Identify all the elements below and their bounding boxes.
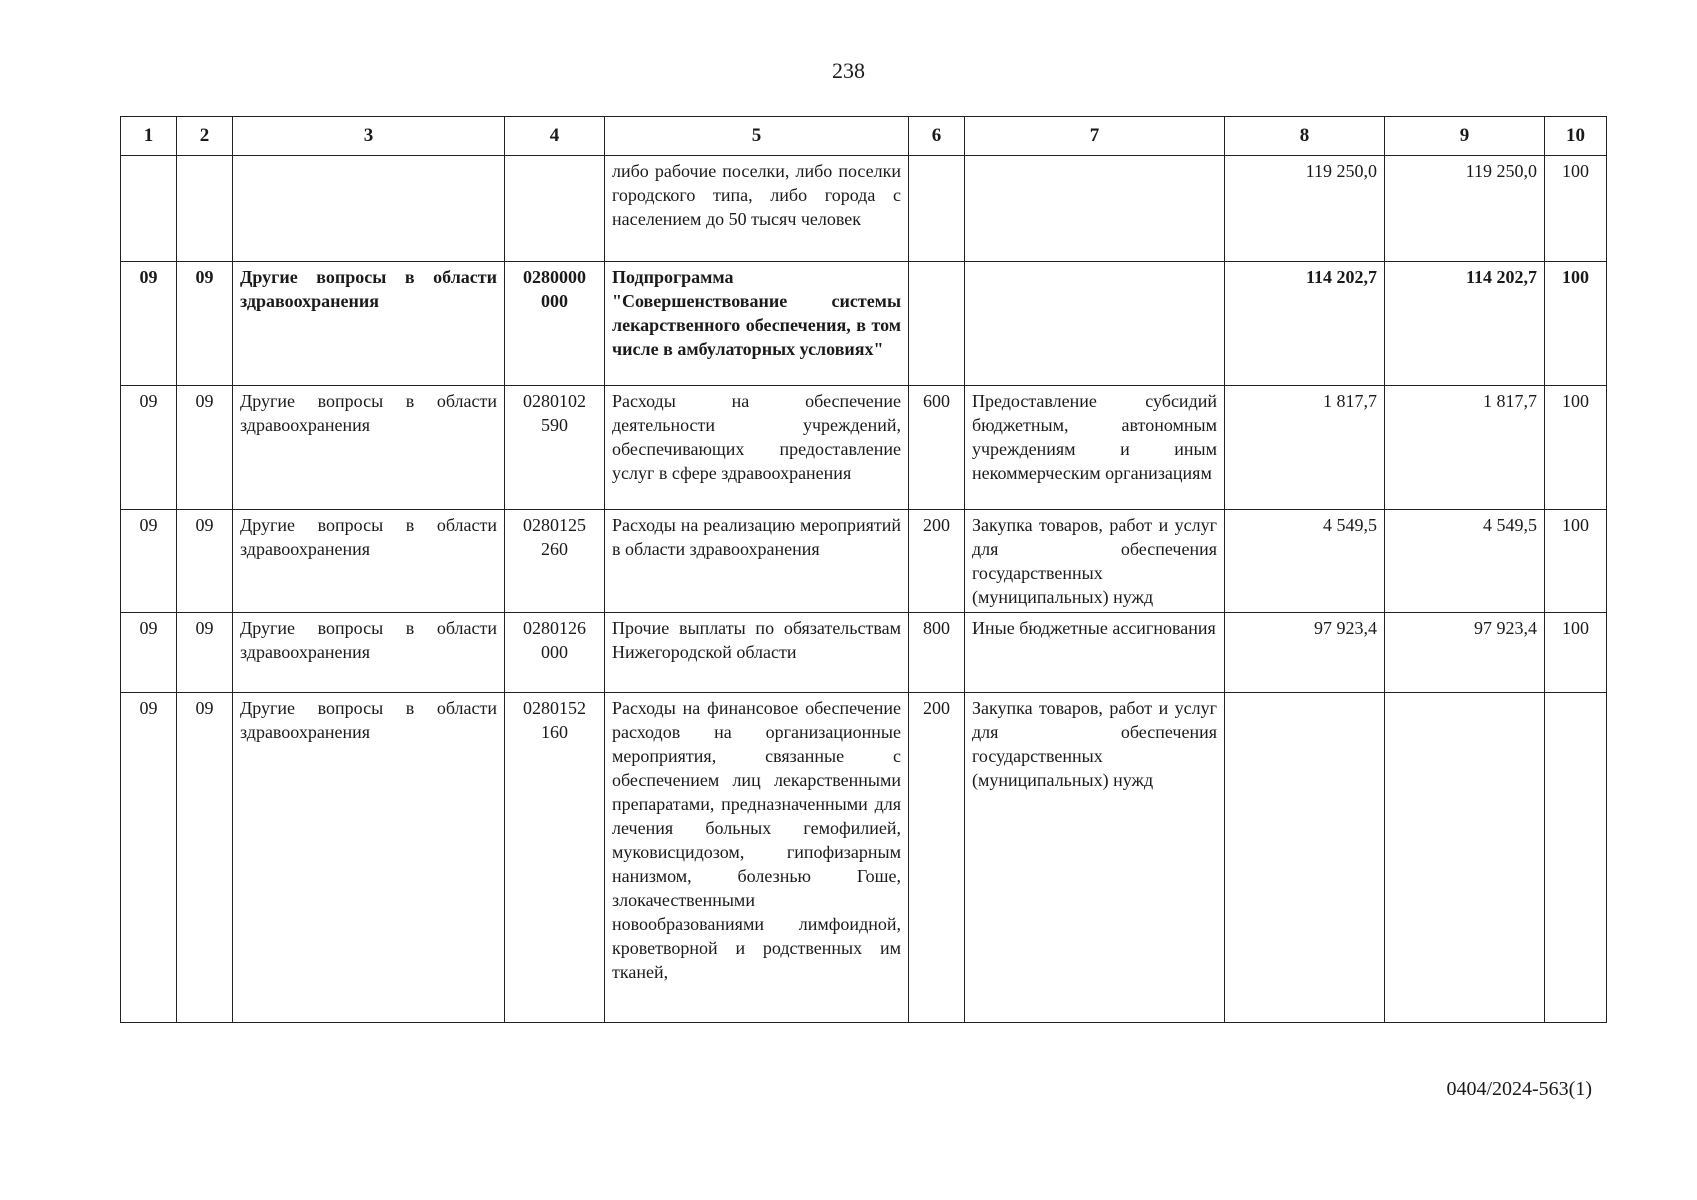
code-part-1: 0280102 bbox=[523, 391, 586, 411]
cell-amount: 4 549,5 bbox=[1225, 510, 1385, 613]
cell-amount: 97 923,4 bbox=[1225, 613, 1385, 693]
cell-expense-name bbox=[965, 156, 1225, 262]
cell-target-code bbox=[505, 156, 605, 262]
cell-section-name: Другие вопросы в области здравоохранения bbox=[233, 510, 505, 613]
cell-section: 09 bbox=[121, 693, 177, 1023]
cell-subsection: 09 bbox=[177, 510, 233, 613]
table-row bbox=[121, 262, 1607, 386]
code-part-2: 160 bbox=[541, 722, 568, 742]
cell-expense-type: 200 bbox=[909, 693, 965, 1023]
table-row bbox=[121, 613, 1607, 693]
cell-amount-executed bbox=[1385, 693, 1545, 1023]
table-row bbox=[121, 156, 1607, 262]
cell-amount-executed: 119 250,0 bbox=[1385, 156, 1545, 262]
cell-percent: 100 bbox=[1545, 510, 1607, 613]
cell-subsection: 09 bbox=[177, 693, 233, 1023]
cell-percent: 100 bbox=[1545, 262, 1607, 386]
cell-section-name bbox=[233, 156, 505, 262]
code-part-2: 260 bbox=[541, 539, 568, 559]
cell-amount: 114 202,7 bbox=[1225, 262, 1385, 386]
code-part-1: 0280000 bbox=[523, 267, 586, 287]
cell-section: 09 bbox=[121, 386, 177, 510]
cell-percent: 100 bbox=[1545, 613, 1607, 693]
cell-section-name: Другие вопросы в области здравоохранения bbox=[233, 386, 505, 510]
column-header: 6 bbox=[909, 117, 965, 156]
table-row bbox=[121, 510, 1607, 613]
cell-expense-type: 600 bbox=[909, 386, 965, 510]
cell-section-name: Другие вопросы в области здравоохранения bbox=[233, 613, 505, 693]
cell-subsection bbox=[177, 156, 233, 262]
cell-expense-name: Закупка товаров, работ и услуг для обеспечения государственных (муниципальных) нужд bbox=[965, 693, 1225, 1023]
column-header: 2 bbox=[177, 117, 233, 156]
cell-amount-executed: 1 817,7 bbox=[1385, 386, 1545, 510]
cell-description: либо рабочие поселки, либо поселки городского типа, либо города с населением до 50 тысяч человек bbox=[605, 156, 909, 262]
header-row bbox=[121, 117, 1607, 156]
cell-expense-name: Предоставление субсидий бюджетным, автономным учреждениям и иным некоммерческим организациям bbox=[965, 386, 1225, 510]
cell-section bbox=[121, 156, 177, 262]
code-part-2: 590 bbox=[541, 415, 568, 435]
cell-target-code bbox=[505, 510, 605, 613]
column-header: 8 bbox=[1225, 117, 1385, 156]
code-part-2: 000 bbox=[541, 291, 568, 311]
cell-target-code bbox=[505, 262, 605, 386]
cell-description: Расходы на реализацию мероприятий в области здравоохранения bbox=[605, 510, 909, 613]
cell-subsection: 09 bbox=[177, 613, 233, 693]
column-header: 4 bbox=[505, 117, 605, 156]
cell-target-code bbox=[505, 386, 605, 510]
column-header: 10 bbox=[1545, 117, 1607, 156]
column-header: 5 bbox=[605, 117, 909, 156]
cell-expense-type bbox=[909, 262, 965, 386]
cell-target-code bbox=[505, 693, 605, 1023]
cell-section: 09 bbox=[121, 613, 177, 693]
cell-amount-executed: 114 202,7 bbox=[1385, 262, 1545, 386]
cell-amount: 1 817,7 bbox=[1225, 386, 1385, 510]
cell-target-code bbox=[505, 613, 605, 693]
cell-percent bbox=[1545, 693, 1607, 1023]
cell-expense-type bbox=[909, 156, 965, 262]
cell-expense-name bbox=[965, 262, 1225, 386]
code-part-1: 0280125 bbox=[523, 515, 586, 535]
code-part-2: 000 bbox=[541, 642, 568, 662]
column-header: 1 bbox=[121, 117, 177, 156]
cell-expense-name: Иные бюджетные ассигнования bbox=[965, 613, 1225, 693]
table-row bbox=[121, 693, 1607, 1023]
cell-subsection: 09 bbox=[177, 386, 233, 510]
cell-description: Прочие выплаты по обязательствам Нижегородской области bbox=[605, 613, 909, 693]
code-part-1: 0280126 bbox=[523, 618, 586, 638]
cell-amount-executed: 4 549,5 bbox=[1385, 510, 1545, 613]
cell-expense-name: Закупка товаров, работ и услуг для обеспечения государственных (муниципальных) нужд bbox=[965, 510, 1225, 613]
cell-description: Расходы на финансовое обеспечение расходов на организационные мероприятия, связанные с обеспечением лиц лекарственными препаратами, предназначенными для лечения больных гемофилией, муковисцидозом, гипофизарным нанизмом, болезнью Гоше, злокачественными новообразованиями лимфоидной, кроветворной и родственных им тканей, bbox=[605, 693, 909, 1023]
cell-amount bbox=[1225, 693, 1385, 1023]
table-row bbox=[121, 386, 1607, 510]
cell-description: Подпрограмма "Совершенствование системы лекарственного обеспечения, в том числе в амбулаторных условиях" bbox=[605, 262, 909, 386]
cell-amount-executed: 97 923,4 bbox=[1385, 613, 1545, 693]
column-header: 9 bbox=[1385, 117, 1545, 156]
page-number: 238 bbox=[832, 58, 865, 83]
column-header: 7 bbox=[965, 117, 1225, 156]
cell-expense-type: 200 bbox=[909, 510, 965, 613]
column-header: 3 bbox=[233, 117, 505, 156]
cell-section: 09 bbox=[121, 262, 177, 386]
document-code: 0404/2024-563(1) bbox=[1446, 1078, 1592, 1100]
cell-section-name: Другие вопросы в области здравоохранения bbox=[233, 262, 505, 386]
budget-table bbox=[120, 116, 1607, 1023]
cell-amount: 119 250,0 bbox=[1225, 156, 1385, 262]
cell-section-name: Другие вопросы в области здравоохранения bbox=[233, 693, 505, 1023]
cell-description: Расходы на обеспечение деятельности учреждений, обеспечивающих предоставление услуг в сфере здравоохранения bbox=[605, 386, 909, 510]
cell-percent: 100 bbox=[1545, 386, 1607, 510]
code-part-1: 0280152 bbox=[523, 698, 586, 718]
cell-section: 09 bbox=[121, 510, 177, 613]
cell-subsection: 09 bbox=[177, 262, 233, 386]
cell-expense-type: 800 bbox=[909, 613, 965, 693]
cell-percent: 100 bbox=[1545, 156, 1607, 262]
